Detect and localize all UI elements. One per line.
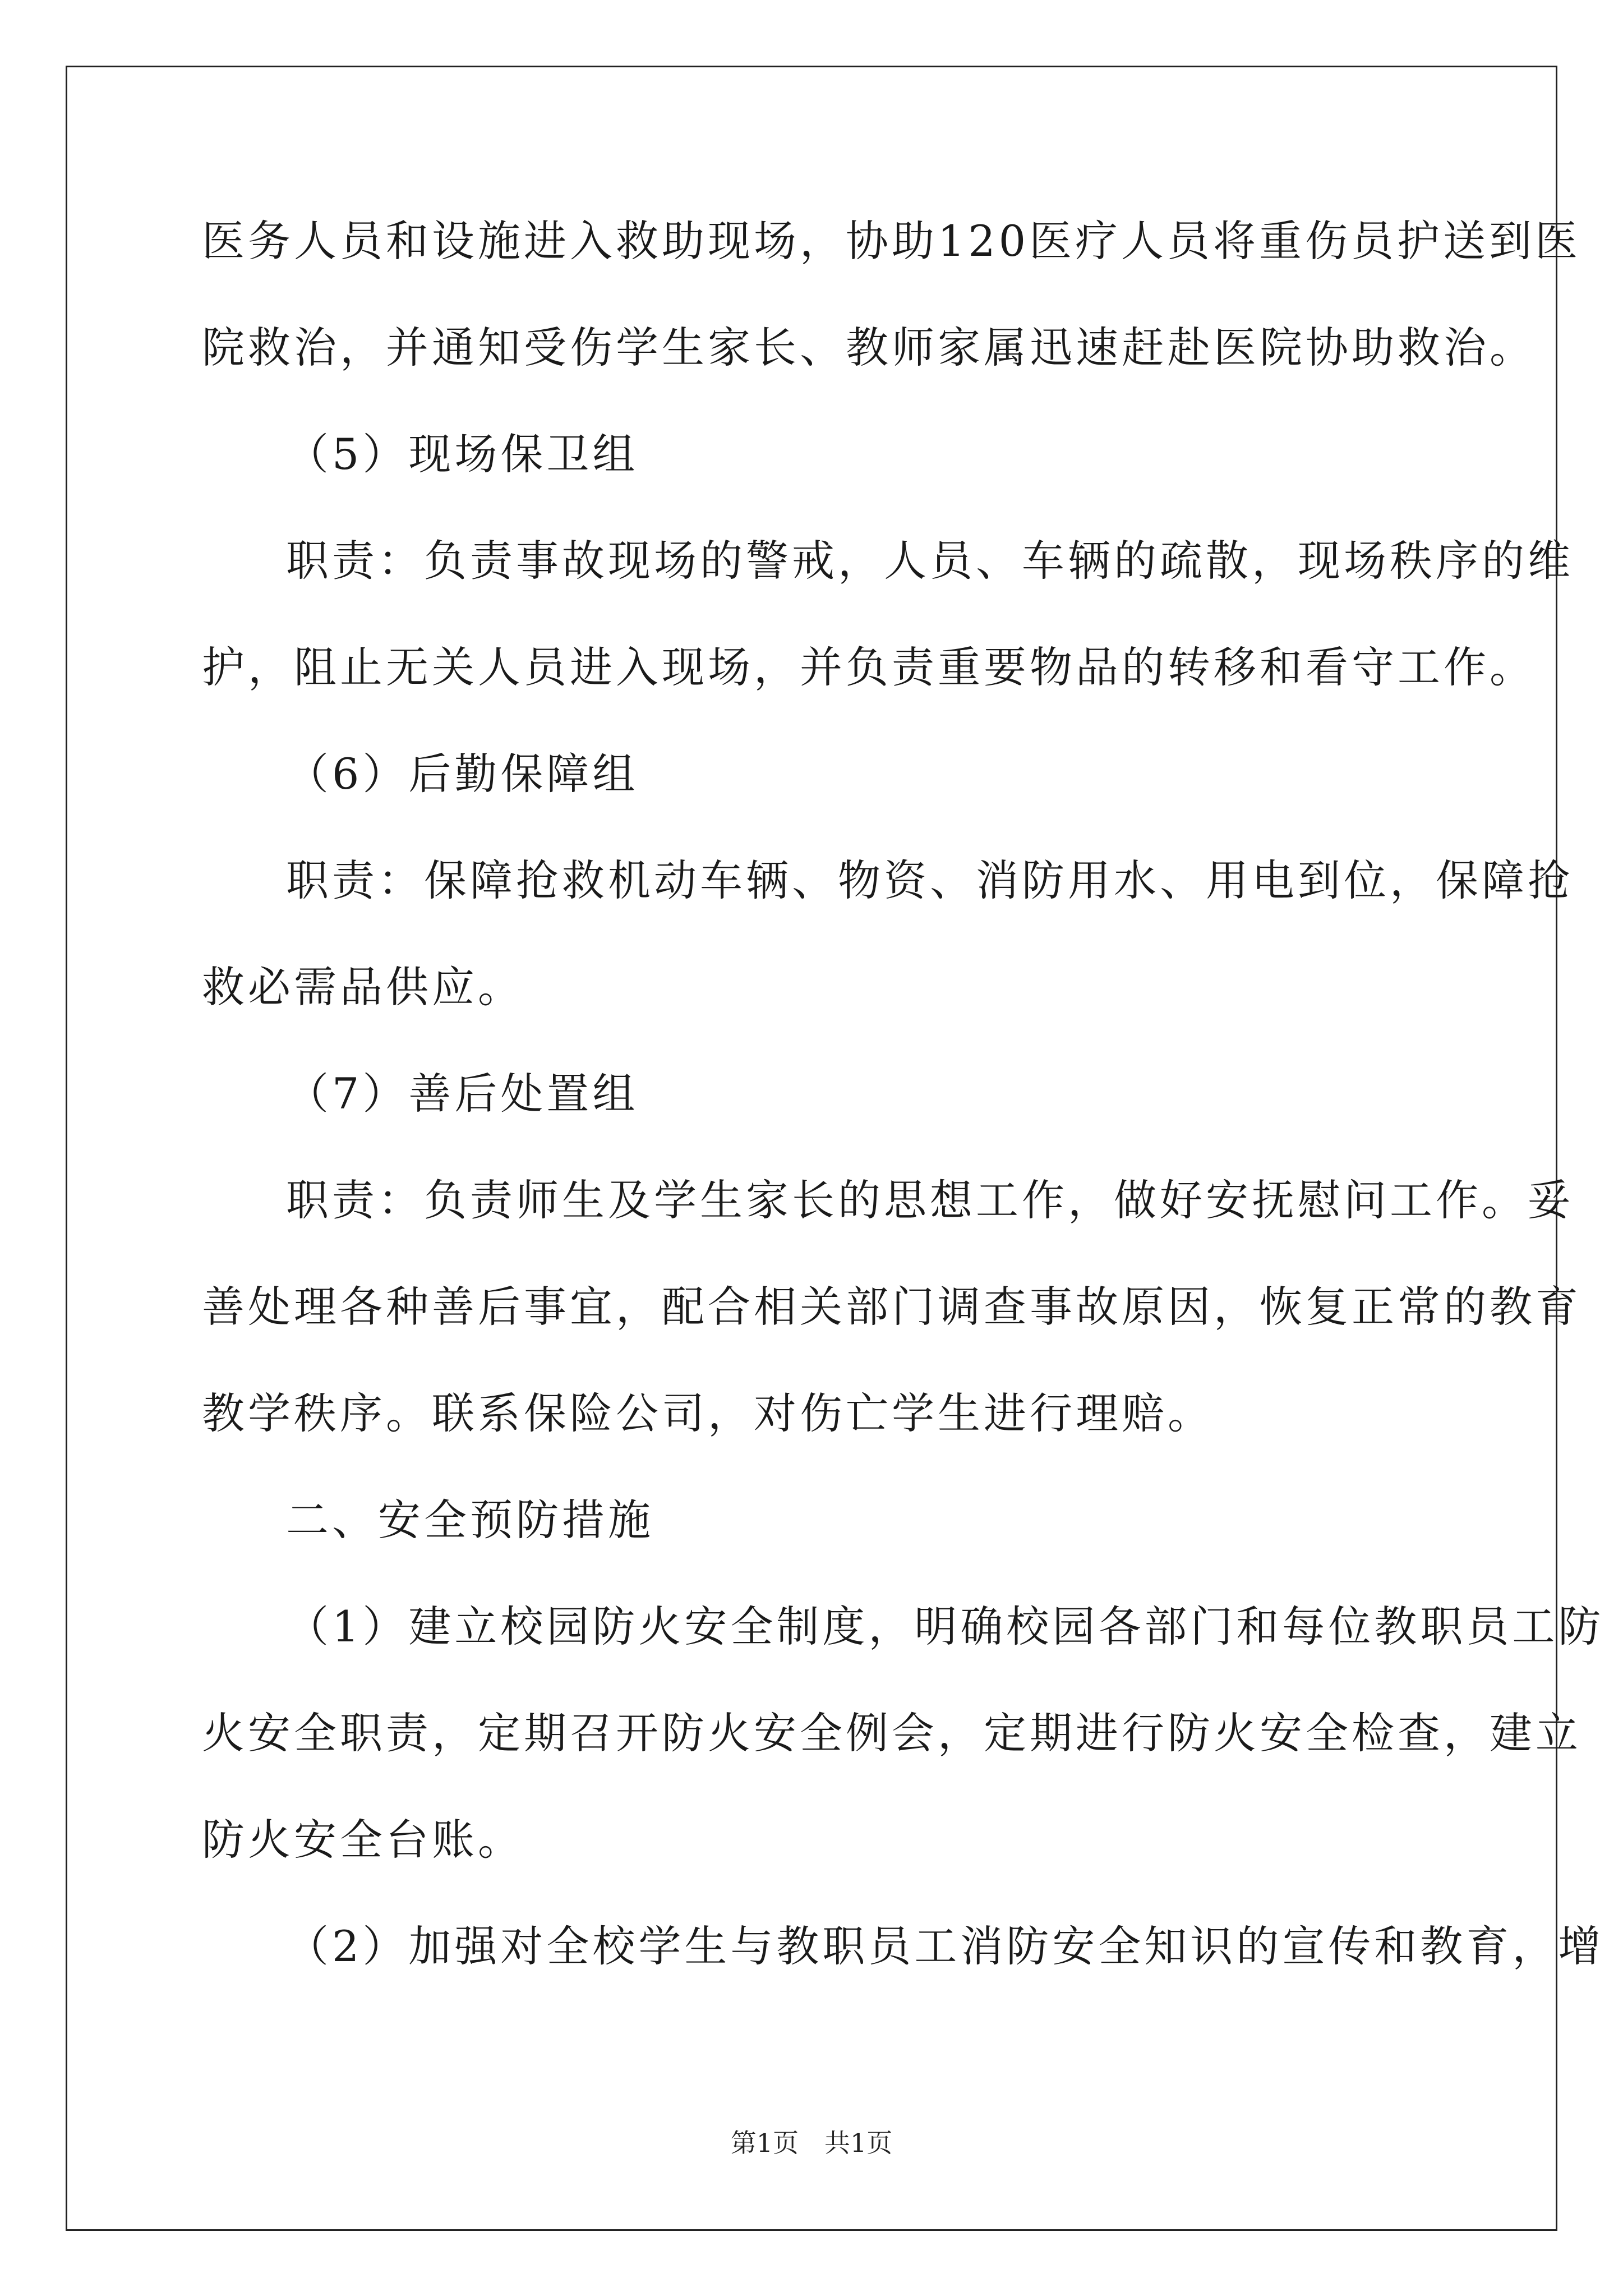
text-line: （2）加强对全校学生与教职员工消防安全知识的宣传和教育，增 bbox=[286, 1921, 1604, 1971]
section-heading: （6）后勤保障组 bbox=[286, 749, 639, 799]
section-heading: 二、安全预防措施 bbox=[286, 1495, 654, 1545]
text-line: （1）建立校园防火安全制度，明确校园各部门和每位教职员工防 bbox=[286, 1602, 1604, 1651]
page-number-footer: 第1页 共1页 bbox=[730, 2128, 893, 2158]
text-line: 医务人员和设施进入救助现场，协助120医疗人员将重伤员护送到医 bbox=[202, 216, 1581, 266]
section-heading: （7）善后处置组 bbox=[286, 1069, 639, 1119]
text-line: 火安全职责，定期召开防火安全例会，定期进行防火安全检查，建立 bbox=[202, 1708, 1581, 1758]
page-border bbox=[66, 66, 1557, 2231]
text-line: 院救治，并通知受伤学生家长、教师家属迅速赶赴医院协助救治。 bbox=[202, 323, 1536, 372]
text-line: 职责：负责师生及学生家长的思想工作，做好安抚慰问工作。妥 bbox=[286, 1175, 1574, 1225]
text-line: 护，阻止无关人员进入现场，并负责重要物品的转移和看守工作。 bbox=[202, 642, 1536, 692]
text-line: 救必需品供应。 bbox=[202, 962, 524, 1012]
text-line: 教学秩序。联系保险公司，对伤亡学生进行理赔。 bbox=[202, 1388, 1214, 1438]
section-heading: （5）现场保卫组 bbox=[286, 429, 639, 479]
text-line: 职责：保障抢救机动车辆、物资、消防用水、用电到位，保障抢 bbox=[286, 855, 1574, 905]
text-line: 善处理各种善后事宜，配合相关部门调查事故原因，恢复正常的教育 bbox=[202, 1282, 1581, 1332]
text-line: 职责：负责事故现场的警戒，人员、车辆的疏散，现场秩序的维 bbox=[286, 536, 1574, 586]
text-line: 防火安全台账。 bbox=[202, 1815, 524, 1865]
